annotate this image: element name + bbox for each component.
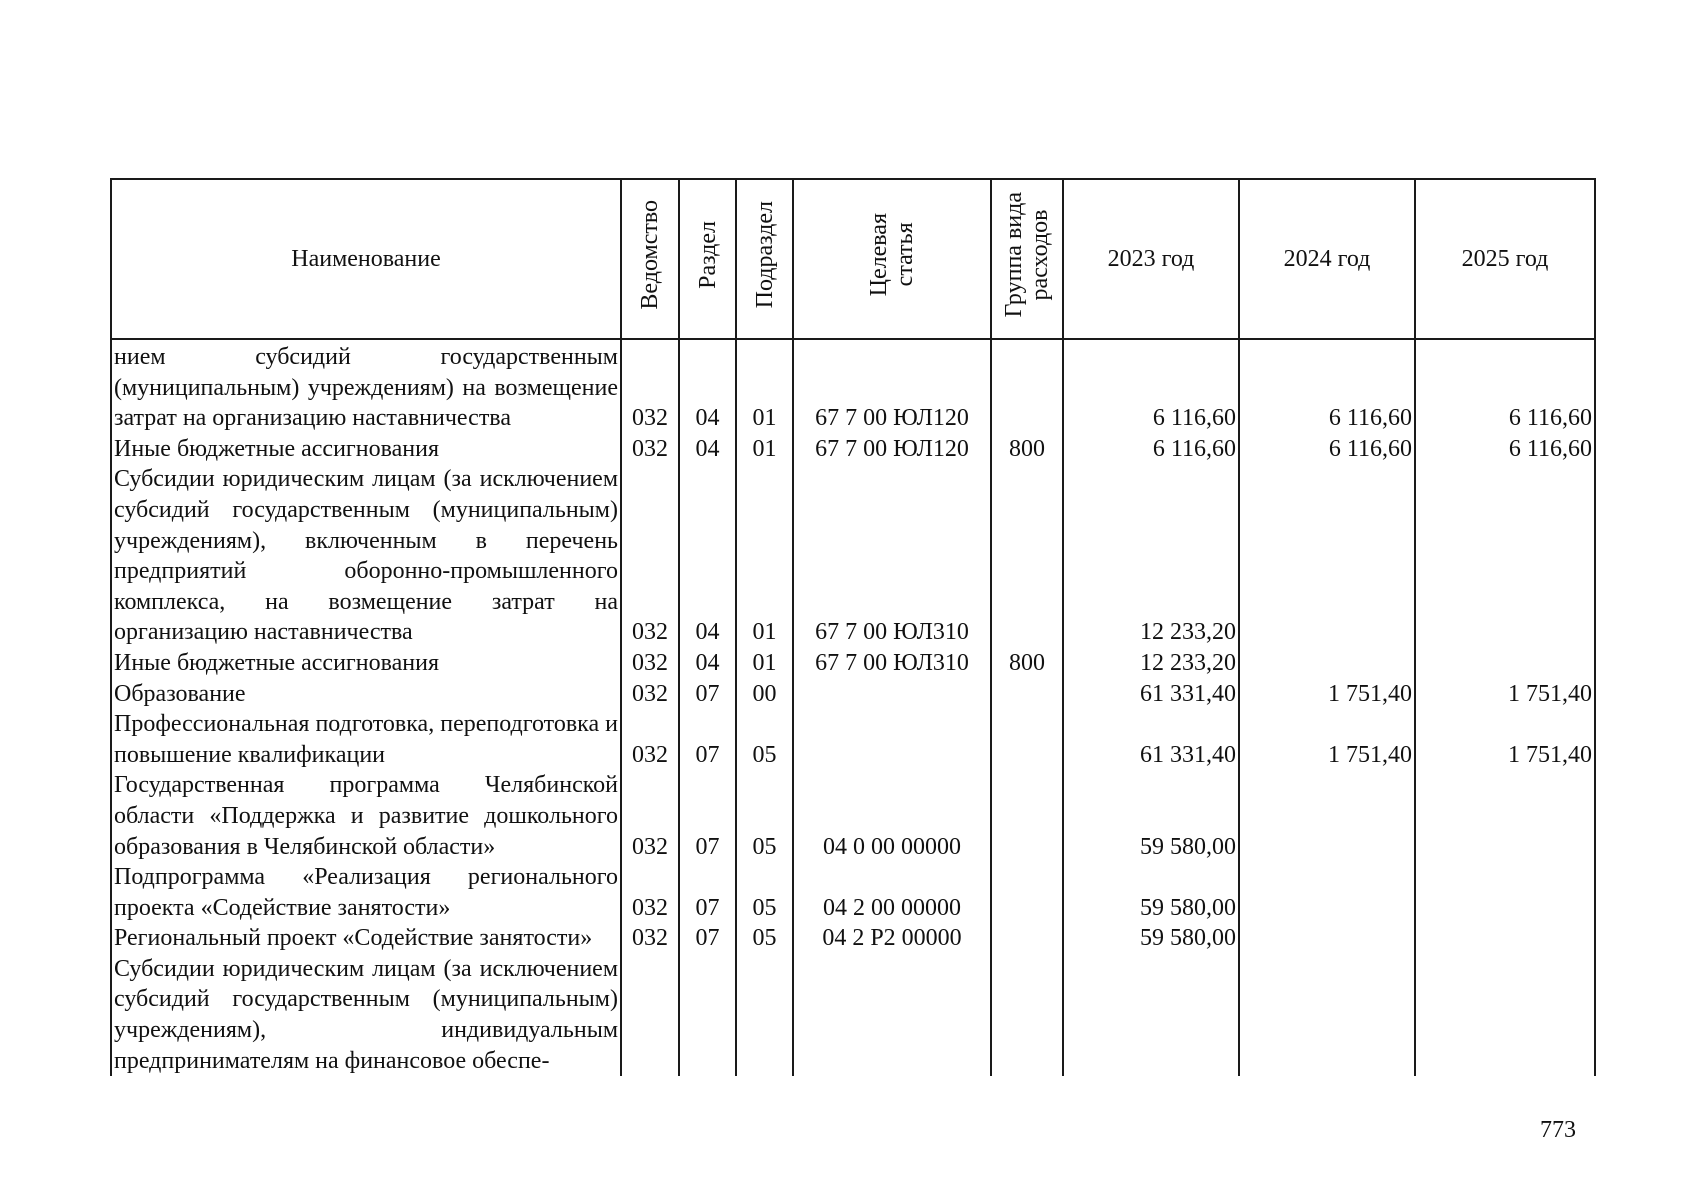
page-number: 773 <box>1540 1117 1576 1143</box>
row-gruppa: 800 <box>991 648 1063 679</box>
row-amount-2025: 6 116,60 <box>1415 434 1595 465</box>
table-header <box>111 179 1595 339</box>
row-name: Субсидии юридическим лицам (за исключением субсидий государственным (муниципальным) учреждениям), индивидуальным предпринимателям на финансовое обеспе- <box>111 954 621 1076</box>
row-podrazdel <box>736 954 793 1076</box>
row-vedomstvo: 032 <box>621 770 679 862</box>
header-vedomstvo: Ведомство <box>621 179 679 339</box>
row-razdel: 07 <box>679 923 736 954</box>
row-amount-2023: 61 331,40 <box>1063 709 1239 770</box>
row-amount-2023: 12 233,20 <box>1063 648 1239 679</box>
row-podrazdel: 05 <box>736 709 793 770</box>
row-vedomstvo <box>621 954 679 1076</box>
row-amount-2024: 6 116,60 <box>1239 434 1415 465</box>
row-name: Иные бюджетные ассигнования <box>111 648 621 679</box>
row-gruppa <box>991 954 1063 1076</box>
row-amount-2023: 12 233,20 <box>1063 464 1239 648</box>
row-razdel: 04 <box>679 464 736 648</box>
header-podrazdel: Подраздел <box>736 179 793 339</box>
row-celevaya-statya: 04 2 Р2 00000 <box>793 923 991 954</box>
row-podrazdel: 01 <box>736 464 793 648</box>
row-podrazdel: 05 <box>736 923 793 954</box>
table-row <box>111 648 1595 679</box>
row-gruppa: 800 <box>991 434 1063 465</box>
row-amount-2025: 1 751,40 <box>1415 679 1595 710</box>
row-amount-2024: 6 116,60 <box>1239 339 1415 434</box>
row-amount-2023: 59 580,00 <box>1063 770 1239 862</box>
row-vedomstvo: 032 <box>621 923 679 954</box>
row-vedomstvo: 032 <box>621 679 679 710</box>
header-year-2025: 2025 год <box>1415 179 1595 339</box>
row-razdel: 04 <box>679 434 736 465</box>
row-amount-2024: 1 751,40 <box>1239 709 1415 770</box>
row-razdel: 07 <box>679 679 736 710</box>
row-name: Государственная программа Челябинской области «Поддержка и развитие дошкольного образования в Челябинской области» <box>111 770 621 862</box>
row-razdel: 04 <box>679 648 736 679</box>
row-razdel: 07 <box>679 709 736 770</box>
header-year-2023: 2023 год <box>1063 179 1239 339</box>
row-amount-2025 <box>1415 648 1595 679</box>
row-amount-2024 <box>1239 464 1415 648</box>
row-amount-2025 <box>1415 464 1595 648</box>
row-celevaya-statya: 67 7 00 ЮЛ310 <box>793 464 991 648</box>
row-celevaya-statya: 04 0 00 00000 <box>793 770 991 862</box>
row-amount-2024 <box>1239 923 1415 954</box>
row-celevaya-statya: 67 7 00 ЮЛ120 <box>793 339 991 434</box>
row-name: Региональный проект «Содействие занятости» <box>111 923 621 954</box>
table-row <box>111 770 1595 862</box>
row-podrazdel: 00 <box>736 679 793 710</box>
row-celevaya-statya: 67 7 00 ЮЛ120 <box>793 434 991 465</box>
row-name: нием субсидий государственным (муниципальным) учреждениям) на возмещение затрат на организацию наставничества <box>111 339 621 434</box>
row-amount-2023: 59 580,00 <box>1063 923 1239 954</box>
header-razdel: Раздел <box>679 179 736 339</box>
row-vedomstvo: 032 <box>621 709 679 770</box>
table-row <box>111 923 1595 954</box>
header-name: Наименование <box>111 179 621 339</box>
row-gruppa <box>991 862 1063 923</box>
row-amount-2024: 1 751,40 <box>1239 679 1415 710</box>
row-amount-2023: 6 116,60 <box>1063 434 1239 465</box>
row-razdel: 04 <box>679 339 736 434</box>
row-gruppa <box>991 339 1063 434</box>
table-row <box>111 679 1595 710</box>
row-vedomstvo: 032 <box>621 648 679 679</box>
row-celevaya-statya <box>793 709 991 770</box>
row-amount-2025 <box>1415 862 1595 923</box>
table-row <box>111 339 1595 434</box>
row-amount-2024 <box>1239 954 1415 1076</box>
row-name: Профессиональная подготовка, переподготовка и повышение квалификации <box>111 709 621 770</box>
table-body <box>111 339 1595 1076</box>
row-razdel: 07 <box>679 862 736 923</box>
budget-table <box>110 178 1596 1076</box>
row-gruppa <box>991 464 1063 648</box>
row-amount-2023 <box>1063 954 1239 1076</box>
row-name: Субсидии юридическим лицам (за исключением субсидий государственным (муниципальным) учреждениям), включенным в перечень предприятий оборонно-промышленного комплекса, на возмещение затрат на организацию наставничества <box>111 464 621 648</box>
row-podrazdel: 01 <box>736 434 793 465</box>
row-amount-2025 <box>1415 923 1595 954</box>
row-vedomstvo: 032 <box>621 434 679 465</box>
row-amount-2024 <box>1239 862 1415 923</box>
table-row <box>111 434 1595 465</box>
header-gruppa-vida-raskhodov: Группа вида расходов <box>991 179 1063 339</box>
row-gruppa <box>991 770 1063 862</box>
row-razdel: 07 <box>679 770 736 862</box>
row-gruppa <box>991 679 1063 710</box>
row-vedomstvo: 032 <box>621 339 679 434</box>
row-name: Подпрограмма «Реализация регионального проекта «Содействие занятости» <box>111 862 621 923</box>
row-celevaya-statya <box>793 954 991 1076</box>
row-name: Образование <box>111 679 621 710</box>
row-name: Иные бюджетные ассигнования <box>111 434 621 465</box>
row-amount-2023: 6 116,60 <box>1063 339 1239 434</box>
row-celevaya-statya: 67 7 00 ЮЛ310 <box>793 648 991 679</box>
table-row <box>111 464 1595 648</box>
row-vedomstvo: 032 <box>621 862 679 923</box>
row-gruppa <box>991 709 1063 770</box>
row-razdel <box>679 954 736 1076</box>
row-amount-2025: 1 751,40 <box>1415 709 1595 770</box>
table-row <box>111 954 1595 1076</box>
row-vedomstvo: 032 <box>621 464 679 648</box>
row-podrazdel: 05 <box>736 862 793 923</box>
row-celevaya-statya <box>793 679 991 710</box>
row-podrazdel: 05 <box>736 770 793 862</box>
header-year-2024: 2024 год <box>1239 179 1415 339</box>
row-amount-2023: 59 580,00 <box>1063 862 1239 923</box>
row-amount-2025 <box>1415 954 1595 1076</box>
header-celevaya-statya: Целевая статья <box>793 179 991 339</box>
row-amount-2025 <box>1415 770 1595 862</box>
row-gruppa <box>991 923 1063 954</box>
row-amount-2025: 6 116,60 <box>1415 339 1595 434</box>
row-amount-2024 <box>1239 648 1415 679</box>
table-row <box>111 862 1595 923</box>
row-podrazdel: 01 <box>736 648 793 679</box>
row-podrazdel: 01 <box>736 339 793 434</box>
row-celevaya-statya: 04 2 00 00000 <box>793 862 991 923</box>
row-amount-2023: 61 331,40 <box>1063 679 1239 710</box>
table-row <box>111 709 1595 770</box>
row-amount-2024 <box>1239 770 1415 862</box>
